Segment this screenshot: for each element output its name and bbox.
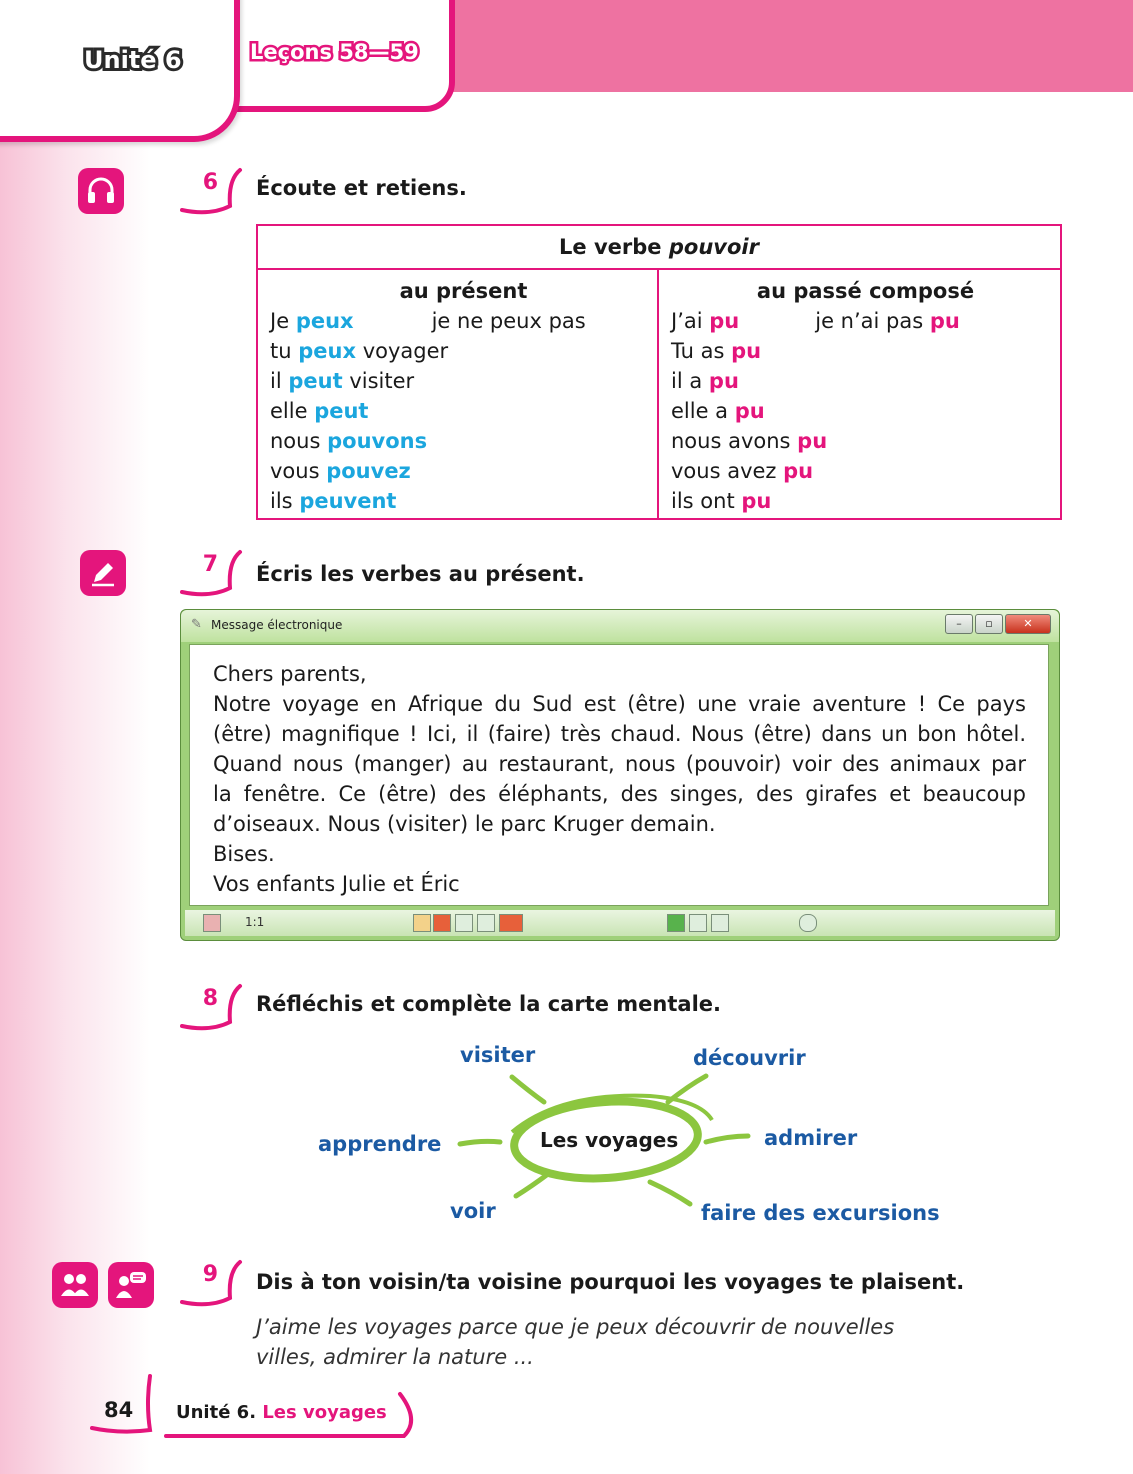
mind-map-center: Les voyages	[540, 1128, 679, 1152]
message-line: Notre voyage en Afrique du Sud est (être) une vraie aventure ! Ce pays	[213, 692, 1026, 716]
conj-row: elle a pu	[671, 399, 765, 423]
exercise-number: 7	[202, 552, 218, 577]
mind-map-word: visiter	[460, 1043, 536, 1067]
close-button[interactable]: ✕	[1005, 614, 1051, 634]
conj-row: nous avons pu	[671, 429, 828, 453]
speech-icon	[108, 1262, 154, 1308]
footer-unit-name: Les voyages	[262, 1402, 387, 1423]
exercise-8-title: Réfléchis et complète la carte mentale.	[256, 992, 721, 1016]
message-line: (être) magnifique ! Ici, il (faire) très chaud. Nous (être) dans un bon hôtel.	[213, 722, 1026, 746]
cursor-position: 1:1	[245, 915, 265, 929]
exercise-number: 8	[202, 986, 218, 1011]
exercise-9-title: Dis à ton voisin/ta voisine pourquoi les voyages te plaisent.	[256, 1270, 965, 1294]
footer-unit-title	[176, 1402, 387, 1423]
conj-row: vous pouvez	[270, 459, 411, 483]
conj-row: ils peuvent	[270, 489, 397, 513]
app-icon: ✎	[191, 617, 202, 632]
lessons-badge: Leçons 58—59	[250, 40, 419, 64]
conj-row: elle peut	[270, 399, 369, 423]
mind-map-word: voir	[450, 1199, 496, 1223]
unit-badge: Unité 6	[84, 46, 182, 74]
verb-table-title-plain: Le verbe	[559, 235, 662, 259]
exercise-9-number	[180, 1258, 238, 1306]
example-line: J’aime les voyages parce que je peux découvrir de nouvelles	[256, 1315, 895, 1339]
mind-map-word: admirer	[764, 1126, 858, 1150]
conj-row: Tu as pu	[671, 339, 762, 363]
conj-row: ils ont pu	[671, 489, 772, 513]
message-line: Bises.	[213, 842, 275, 866]
page-number: 84	[104, 1398, 134, 1422]
exercise-number: 6	[202, 170, 218, 195]
message-line: la fenêtre. Ce (être) des éléphants, des singes, des girafes et beaucoup	[213, 782, 1026, 806]
exercise-number: 9	[202, 1262, 218, 1287]
window-title: Message électronique	[211, 618, 343, 632]
message-line: Chers parents,	[213, 662, 367, 686]
passe-compose-header: au passé composé	[756, 279, 975, 303]
message-line: Vos enfants Julie et Éric	[213, 872, 460, 896]
footer-unit-label: Unité 6.	[176, 1402, 257, 1423]
mind-map-word: découvrir	[693, 1046, 806, 1070]
exercise-6-title: Écoute et retiens.	[256, 176, 467, 200]
exercise-7-title: Écris les verbes au présent.	[256, 562, 585, 586]
example-answer	[256, 1312, 1016, 1372]
conj-row: Je peux je ne peux pas	[270, 309, 586, 333]
example-line: villes, admirer la nature ...	[256, 1345, 534, 1369]
conj-row: tu peux voyager	[270, 339, 449, 363]
verb-table-title-verb: pouvoir	[668, 235, 759, 259]
pair-work-icon	[52, 1262, 98, 1308]
conj-row: il a pu	[671, 369, 739, 393]
minimize-button[interactable]: –	[945, 614, 973, 634]
maximize-button[interactable]: ▫	[975, 614, 1003, 634]
mind-map-word: apprendre	[318, 1132, 442, 1156]
conj-row: nous pouvons	[270, 429, 428, 453]
mind-map-word: faire des excursions	[701, 1201, 940, 1225]
message-line: d’oiseaux. Nous (visiter) le parc Kruger demain.	[213, 812, 716, 836]
present-header: au présent	[399, 279, 528, 303]
conj-row: J’ai pu je n’ai pas pu	[671, 309, 960, 333]
conj-row: vous avez pu	[671, 459, 814, 483]
message-line: Quand nous (manger) au restaurant, nous (pouvoir) voir des animaux par	[213, 752, 1026, 776]
conj-row: il peut visiter	[270, 369, 415, 393]
